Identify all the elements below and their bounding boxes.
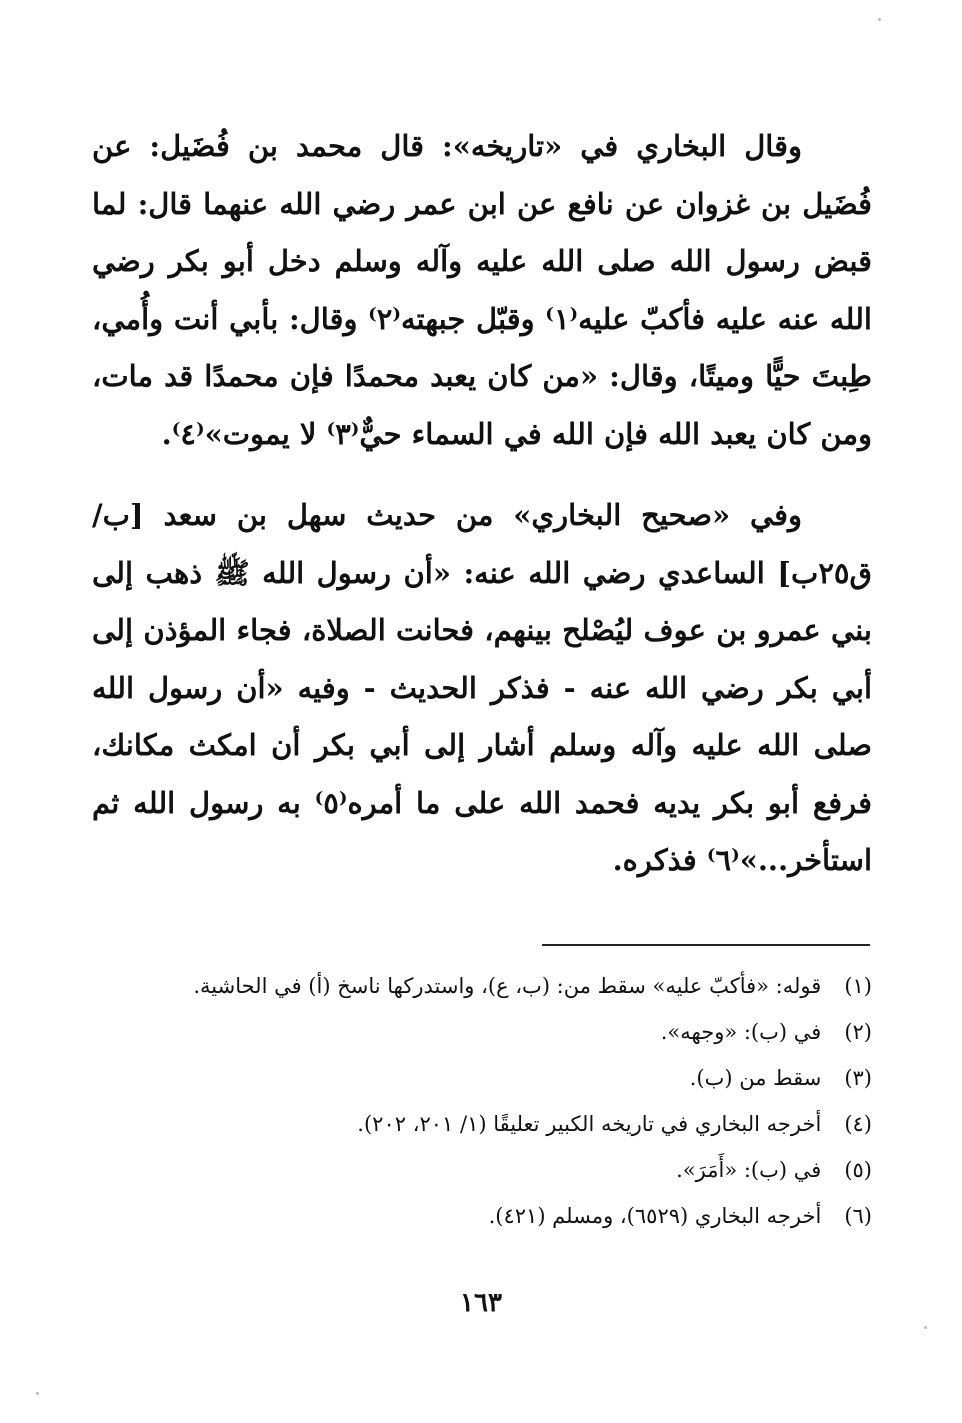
footnote-number: (٣) (844, 1066, 872, 1090)
footnote (150, 1055, 872, 1101)
footnote (150, 963, 872, 1009)
scan-speck (924, 1326, 927, 1329)
paragraph: وقال البخاري في «تاريخه»: قال محمد بن فُضَيل: عن فُضَيل بن غزوان عن نافع عن ابن عمر رضي الله عنهما قال: لما قبض رسول الله صلى الله عليه وآله وسلم دخل أبو بكر رضي الله عنه عليه فأكبّ عليه⁽١⁾ وقبّل جبهته⁽٢⁾ وقال: بأبي أنت وأُمي، طِبتَ حيًّا وميتًا، وقال: «من كان يعبد محمدًا فإن محمدًا قد مات، ومن كان يعبد الله فإن الله في السماء حيٌّ⁽٣⁾ لا يموت»⁽٤⁾. (92, 129, 872, 451)
footnote-text: في (ب): «أَمَرَ». (676, 1158, 822, 1182)
footnote-number: (٢) (844, 1020, 872, 1044)
footnote-number: (٤) (844, 1112, 872, 1136)
footnote (150, 1147, 872, 1193)
footnote-number: (١) (844, 974, 872, 998)
footnote (150, 1009, 872, 1055)
footnote-number: (٦) (844, 1204, 872, 1228)
footnote (150, 1193, 872, 1239)
scan-speck (36, 1392, 39, 1395)
paragraph: وفي «صحيح البخاري» من حديث سهل بن سعد [ب/ق٢٥ب] الساعدي رضي الله عنه: «أن رسول الله ﷺ ذهب إلى بني عمرو بن عوف ليُصْلح بينهم، فحانت الصلاة، فجاء المؤذن إلى أبي بكر رضي الله عنه - فذكر الحديث - وفيه «أن رسول الله صلى الله عليه وآله وسلم أشار إلى أبي بكر أن امكث مكانك، فرفع أبو بكر يديه فحمد الله على ما أمره⁽٥⁾ به رسول الله ثم استأخر...»⁽٦⁾ فذكره. (92, 498, 872, 877)
footnote-text: أخرجه البخاري (٦٥٢٩)، ومسلم (٤٢١). (488, 1204, 822, 1228)
footnote-number: (٥) (844, 1158, 872, 1182)
footnote (150, 1101, 872, 1147)
page-number: ١٦٣ (460, 1288, 502, 1318)
main-text (92, 118, 872, 890)
footnote-text: قوله: «فأكبّ عليه» سقط من: (ب، ع)، واستدركها ناسخ (أ) في الحاشية. (193, 974, 822, 998)
scan-speck (878, 18, 881, 21)
footnote-separator (542, 944, 870, 946)
footnote-text: أخرجه البخاري في تاريخه الكبير تعليقًا (١/ ٢٠١، ٢٠٢). (357, 1112, 822, 1136)
footnote-text: في (ب): «وجهه». (660, 1020, 822, 1044)
footnotes (150, 963, 872, 1239)
footnote-text: سقط من (ب). (689, 1066, 822, 1090)
